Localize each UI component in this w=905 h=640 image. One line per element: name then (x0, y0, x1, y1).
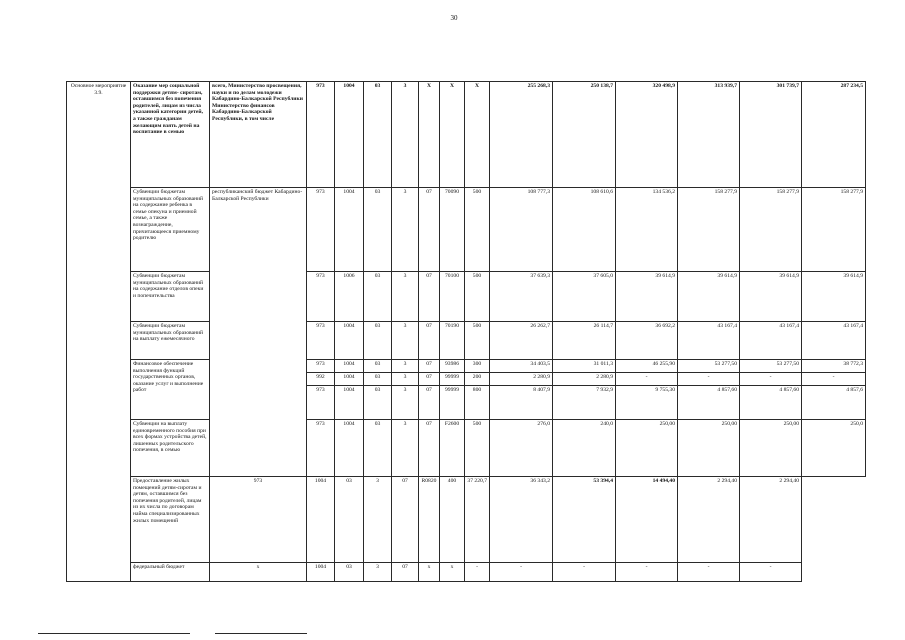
row-name: Субвенции на выплату единовременного пособия при всех формах устройства детей, лишенных родительского попечения, в семью (131, 420, 210, 477)
cs3-cell: 07 (419, 188, 440, 272)
cs3-cell: 07 (419, 272, 440, 322)
cs4-cell: 99999 (440, 373, 465, 386)
cs4-cell: R0820 (419, 477, 440, 563)
row-source: всего, Министерство просвещения, науки и по делам молодежи Кабардино-Балкарской Республики Министерство финансов Кабардино-Балкарской Республики, в том числе (210, 82, 307, 188)
vr-cell: 500 (465, 420, 490, 477)
value-cell: 8 407,9 (490, 386, 553, 420)
vr-cell: 300 (465, 360, 490, 373)
cs4-cell: 93986 (440, 360, 465, 373)
cs3-cell: 07 (419, 322, 440, 360)
value-cell: 158 277,9 (802, 188, 866, 272)
row-name: Субвенции бюджетам муниципальных образований на содержание отделов опеки и попечительства (131, 272, 210, 322)
rzpr-cell: 1006 (335, 272, 364, 322)
grbs-cell: 973 (307, 188, 335, 272)
value-cell: 36 343,2 (490, 477, 553, 563)
value-cell: 4 857,6 (802, 386, 866, 420)
value-cell: 53 394,4 (553, 477, 616, 563)
value-cell: 43 167,4 (678, 322, 740, 360)
cs4-cell: 70190 (440, 322, 465, 360)
value-cell: 53 277,50 (740, 360, 802, 373)
vr-cell: 400 (440, 477, 465, 563)
value-cell: - (553, 563, 616, 582)
cs1-cell: 03 (335, 477, 364, 563)
value-cell: 4 857,60 (678, 386, 740, 420)
value-cell: 26 262,7 (490, 322, 553, 360)
value-cell: 7 932,9 (553, 386, 616, 420)
cs2-cell: 3 (364, 477, 392, 563)
rzpr-cell: 1004 (335, 188, 364, 272)
vr-cell: 500 (465, 188, 490, 272)
row-name (67, 563, 131, 582)
value-cell: 39 614,9 (740, 272, 802, 322)
rzpr-cell: 1004 (335, 420, 364, 477)
rzpr-cell: 1004 (335, 360, 364, 373)
cs4-cell: 70090 (440, 188, 465, 272)
value-cell: 2 294,40 (740, 477, 802, 563)
row-source: республиканский бюджет Кабардино-Балкарской Республики (210, 188, 307, 477)
cs1-cell: 03 (364, 360, 392, 373)
table-row (67, 420, 866, 477)
cs1-cell: 03 (364, 386, 392, 420)
page-number: 30 (450, 14, 458, 22)
table-row (67, 272, 866, 322)
table-row (67, 477, 866, 563)
value-cell: 301 739,7 (740, 82, 802, 188)
value-cell: 250,00 (616, 420, 678, 477)
value-cell: 276,0 (490, 420, 553, 477)
value-cell: 250,00 (678, 420, 740, 477)
vr-cell: 200 (465, 373, 490, 386)
cs4-cell: х (419, 563, 440, 582)
footer-line-left (38, 633, 190, 634)
row-name: Субвенции бюджетам муниципальных образований на выплату ежемесячного (131, 322, 210, 360)
cs1-cell: 03 (335, 563, 364, 582)
value-cell: - (678, 373, 740, 386)
value-cell: 37 220,7 (465, 477, 490, 563)
value-cell: - (616, 563, 678, 582)
value-cell: 287 234,5 (802, 82, 866, 188)
value-cell: 2 294,40 (678, 477, 740, 563)
value-cell: - (465, 563, 490, 582)
value-cell: 31 011,3 (553, 360, 616, 373)
value-cell: 2 280,9 (490, 373, 553, 386)
rzpr-cell: 1004 (307, 477, 335, 563)
grbs-cell: 973 (307, 386, 335, 420)
table-row (67, 188, 866, 272)
vr-cell: 500 (465, 322, 490, 360)
value-cell: 108 610,6 (553, 188, 616, 272)
cs3-cell: Х (419, 82, 440, 188)
table-row (67, 322, 866, 360)
vr-cell: 500 (465, 272, 490, 322)
value-cell: - (802, 373, 866, 386)
value-cell: 9 755,30 (616, 386, 678, 420)
value-cell: 39 614,9 (802, 272, 866, 322)
cs3-cell: 07 (392, 477, 419, 563)
value-cell: 108 777,3 (490, 188, 553, 272)
value-cell: 53 277,50 (678, 360, 740, 373)
measure-id-cell: Основное мероприятие 3.9. (67, 82, 131, 563)
cs3-cell: 07 (419, 420, 440, 477)
vr-cell: х (440, 563, 465, 582)
cs1-cell: 03 (364, 420, 392, 477)
cs4-cell: F2600 (440, 420, 465, 477)
table-row (67, 563, 866, 582)
value-cell: 37 639,3 (490, 272, 553, 322)
cs2-cell: 3 (392, 272, 419, 322)
grbs-cell: 973 (307, 360, 335, 373)
cs3-cell: 07 (392, 563, 419, 582)
cs4-cell: Х (440, 82, 465, 188)
rzpr-cell: 1004 (335, 322, 364, 360)
grbs-cell: 973 (307, 272, 335, 322)
table-row (67, 82, 866, 188)
value-cell: 250 138,7 (553, 82, 616, 188)
cs1-cell: 03 (364, 322, 392, 360)
budget-table (66, 81, 866, 582)
grbs-cell: х (210, 563, 307, 582)
rzpr-cell: 1004 (335, 373, 364, 386)
value-cell: 134 536,2 (616, 188, 678, 272)
cs1-cell: 03 (364, 373, 392, 386)
cs2-cell: 3 (364, 563, 392, 582)
value-cell: 36 692,2 (616, 322, 678, 360)
value-cell: - (616, 373, 678, 386)
value-cell: 2 280,9 (553, 373, 616, 386)
row-name: Субвенции бюджетам муниципальных образований на содержание ребенка в семье опекуна и приемной семье, а также вознаграждение, причитающееся приемному родителю (131, 188, 210, 272)
cs2-cell: 3 (392, 322, 419, 360)
value-cell: 37 605,0 (553, 272, 616, 322)
grbs-cell: 973 (307, 420, 335, 477)
value-cell: - (490, 563, 553, 582)
value-cell: 255 268,3 (490, 82, 553, 188)
rzpr-cell: 1004 (307, 563, 335, 582)
cs2-cell: 3 (392, 188, 419, 272)
value-cell: - (740, 563, 802, 582)
value-cell: 34 403,5 (490, 360, 553, 373)
cs1-cell: 03 (364, 82, 392, 188)
value-cell: 46 255,90 (616, 360, 678, 373)
cs4-cell: 70100 (440, 272, 465, 322)
value-cell: 158 277,9 (678, 188, 740, 272)
value-cell: 158 277,9 (740, 188, 802, 272)
value-cell: 26 114,7 (553, 322, 616, 360)
grbs-cell: 992 (307, 373, 335, 386)
value-cell: 313 939,7 (678, 82, 740, 188)
grbs-cell: 973 (307, 82, 335, 188)
cs2-cell: 3 (392, 373, 419, 386)
value-cell: 14 494,40 (616, 477, 678, 563)
cs3-cell: 07 (419, 360, 440, 373)
cs2-cell: 3 (392, 386, 419, 420)
cs2-cell: 3 (392, 82, 419, 188)
vr-cell: 800 (465, 386, 490, 420)
table-row (67, 360, 866, 373)
value-cell: 4 857,60 (740, 386, 802, 420)
grbs-cell: 973 (210, 477, 307, 563)
value-cell: 320 498,9 (616, 82, 678, 188)
cs1-cell: 03 (364, 272, 392, 322)
value-cell: 43 167,4 (802, 322, 866, 360)
value-cell: - (740, 373, 802, 386)
rzpr-cell: 1004 (335, 82, 364, 188)
value-cell: 39 614,9 (616, 272, 678, 322)
vr-cell: Х (465, 82, 490, 188)
grbs-cell: 973 (307, 322, 335, 360)
value-cell: 38 772,3 (802, 360, 866, 373)
row-name: Оказание мер социальной поддержки детям- сиротам, оставшимся без попечения родителей, лицам из числа указанной категории детей, а также гражданам желающим взять детей на воспитание в семью (131, 82, 210, 188)
cs3-cell: 07 (419, 386, 440, 420)
row-name: Предоставление жилых помещений детям-сиротам и детям, оставшимся без попечения родителей, лицам из их числа по договорам найма специализированных жилых помещений (131, 477, 210, 563)
row-name: Финансовое обеспечение выполнения функций государственных органов, оказание услуг и выполнение работ (131, 360, 210, 420)
cs2-cell: 3 (392, 420, 419, 477)
value-cell: 250,00 (740, 420, 802, 477)
cs3-cell: 07 (419, 373, 440, 386)
value-cell: 43 167,4 (740, 322, 802, 360)
cs4-cell: 99999 (440, 386, 465, 420)
value-cell: 250,0 (802, 420, 866, 477)
cs2-cell: 3 (392, 360, 419, 373)
value-cell: 240,0 (553, 420, 616, 477)
rzpr-cell: 1004 (335, 386, 364, 420)
row-source: федеральный бюджет (131, 563, 210, 582)
value-cell: 39 614,9 (678, 272, 740, 322)
cs1-cell: 03 (364, 188, 392, 272)
footer-line-right (215, 633, 307, 634)
value-cell: - (678, 563, 740, 582)
